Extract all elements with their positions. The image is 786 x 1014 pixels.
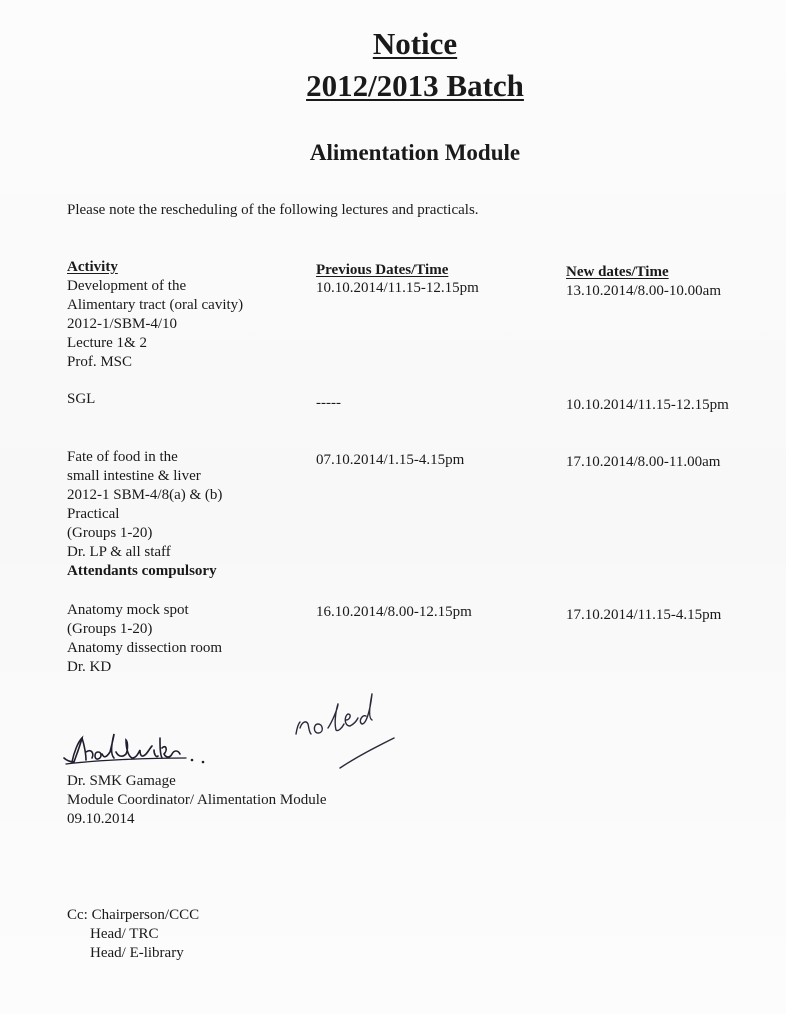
table-row-1-activity [67, 277, 243, 372]
activity-line: SGL [67, 391, 96, 407]
table-row-4-previous: 16.10.2014/8.00-12.15pm [316, 604, 472, 620]
activity-line: (Groups 1-20) [67, 621, 153, 637]
activity-line: (Groups 1-20) [67, 525, 153, 541]
signature-block [67, 772, 327, 829]
activity-line: Dr. LP & all staff [67, 544, 171, 560]
module-title: Alimentation Module [309, 140, 521, 165]
table-row-2-activity [67, 390, 95, 409]
cc-line: Cc: Chairperson/CCC [67, 907, 200, 923]
activity-line: Anatomy mock spot [67, 602, 189, 618]
cc-line: Head/ TRC [90, 926, 159, 942]
intro-text: Please note the rescheduling of the following lectures and practicals. [67, 202, 479, 218]
signatory-role: Module Coordinator/ Alimentation Module [67, 792, 327, 808]
activity-line: Anatomy dissection room [67, 640, 222, 656]
handwritten-noted-mark [288, 688, 408, 778]
table-row-2-new: 10.10.2014/11.15-12.15pm [566, 397, 729, 413]
notice-title: Notice [372, 26, 458, 61]
activity-line: small intestine & liver [67, 468, 201, 484]
activity-line: Practical [67, 506, 120, 522]
table-row-4-new: 17.10.2014/11.15-4.15pm [566, 607, 722, 623]
table-row-3-previous: 07.10.2014/1.15-4.15pm [316, 452, 465, 468]
activity-line: Fate of food in the [67, 449, 178, 465]
header-new: New dates/Time [566, 264, 669, 280]
activity-line: 2012-1 SBM-4/8(a) & (b) [67, 487, 223, 503]
handwritten-signature [58, 728, 228, 778]
signatory-name: Dr. SMK Gamage [67, 773, 176, 789]
activity-line: Dr. KD [67, 659, 112, 675]
notice-date: 09.10.2014 [67, 811, 135, 827]
table-row-3-activity [67, 448, 222, 581]
activity-line: Prof. MSC [67, 354, 133, 370]
attendance-note: Attendants compulsory [67, 563, 217, 579]
activity-line: Lecture 1& 2 [67, 335, 147, 351]
table-row-4-activity [67, 601, 222, 677]
activity-line: 2012-1/SBM-4/10 [67, 316, 178, 332]
batch-title: 2012/2013 Batch [306, 68, 524, 103]
table-row-2-previous: ----- [316, 395, 341, 411]
activity-line: Alimentary tract (oral cavity) [67, 297, 244, 313]
table-row-1-previous: 10.10.2014/11.15-12.15pm [316, 280, 479, 296]
activity-line: Development of the [67, 278, 187, 294]
cc-list [67, 906, 199, 963]
cc-line: Head/ E-library [90, 945, 184, 961]
header-activity: Activity [67, 259, 118, 275]
table-row-3-new: 17.10.2014/8.00-11.00am [566, 454, 721, 470]
header-previous: Previous Dates/Time [316, 262, 449, 278]
table-row-1-new: 13.10.2014/8.00-10.00am [566, 283, 721, 299]
